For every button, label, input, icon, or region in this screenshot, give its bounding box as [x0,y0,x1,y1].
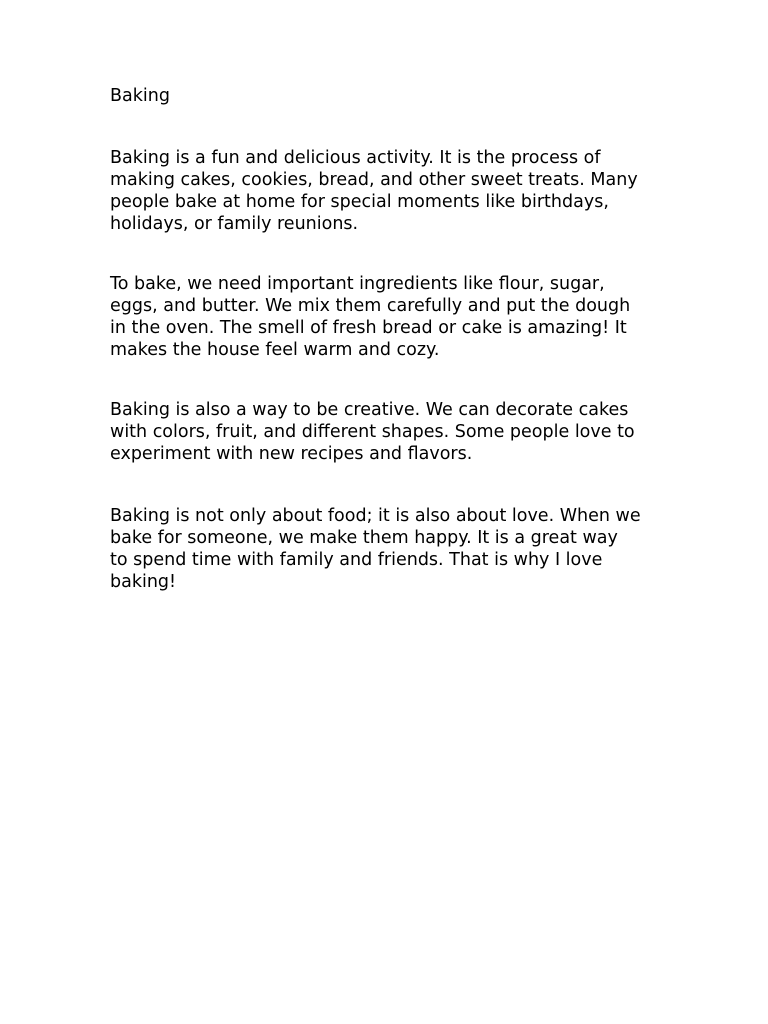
paragraph-line: Baking is a fun and delicious activity. It is the process of [110,148,601,168]
paragraph-line: baking! [110,572,177,592]
paragraph-line: experiment with new recipes and flavors. [110,444,473,464]
paragraph-line: holidays, or family reunions. [110,214,359,234]
paragraph-intro [110,147,670,235]
paragraph-line: people bake at home for special moments like birthdays, [110,192,609,212]
paragraph-line: to spend time with family and friends. That is why I love [110,550,603,570]
paragraph-line: eggs, and butter. We mix them carefully and put the dough [110,296,631,316]
paragraph-conclusion [110,505,670,593]
paragraph-line: making cakes, cookies, bread, and other sweet treats. Many [110,170,638,190]
document-title: Baking [110,86,170,106]
paragraph-line: To bake, we need important ingredients like flour, sugar, [110,274,605,294]
paragraph-line: Baking is also a way to be creative. We can decorate cakes [110,400,629,420]
paragraph-line: with colors, fruit, and different shapes. Some people love to [110,422,635,442]
paragraph-ingredients [110,273,670,361]
paragraph-line: makes the house feel warm and cozy. [110,340,440,360]
paragraph-line: in the oven. The smell of fresh bread or cake is amazing! It [110,318,627,338]
paragraph-line: bake for someone, we make them happy. It is a great way [110,528,618,548]
paragraph-creativity [110,399,670,465]
paragraph-line: Baking is not only about food; it is also about love. When we [110,506,641,526]
